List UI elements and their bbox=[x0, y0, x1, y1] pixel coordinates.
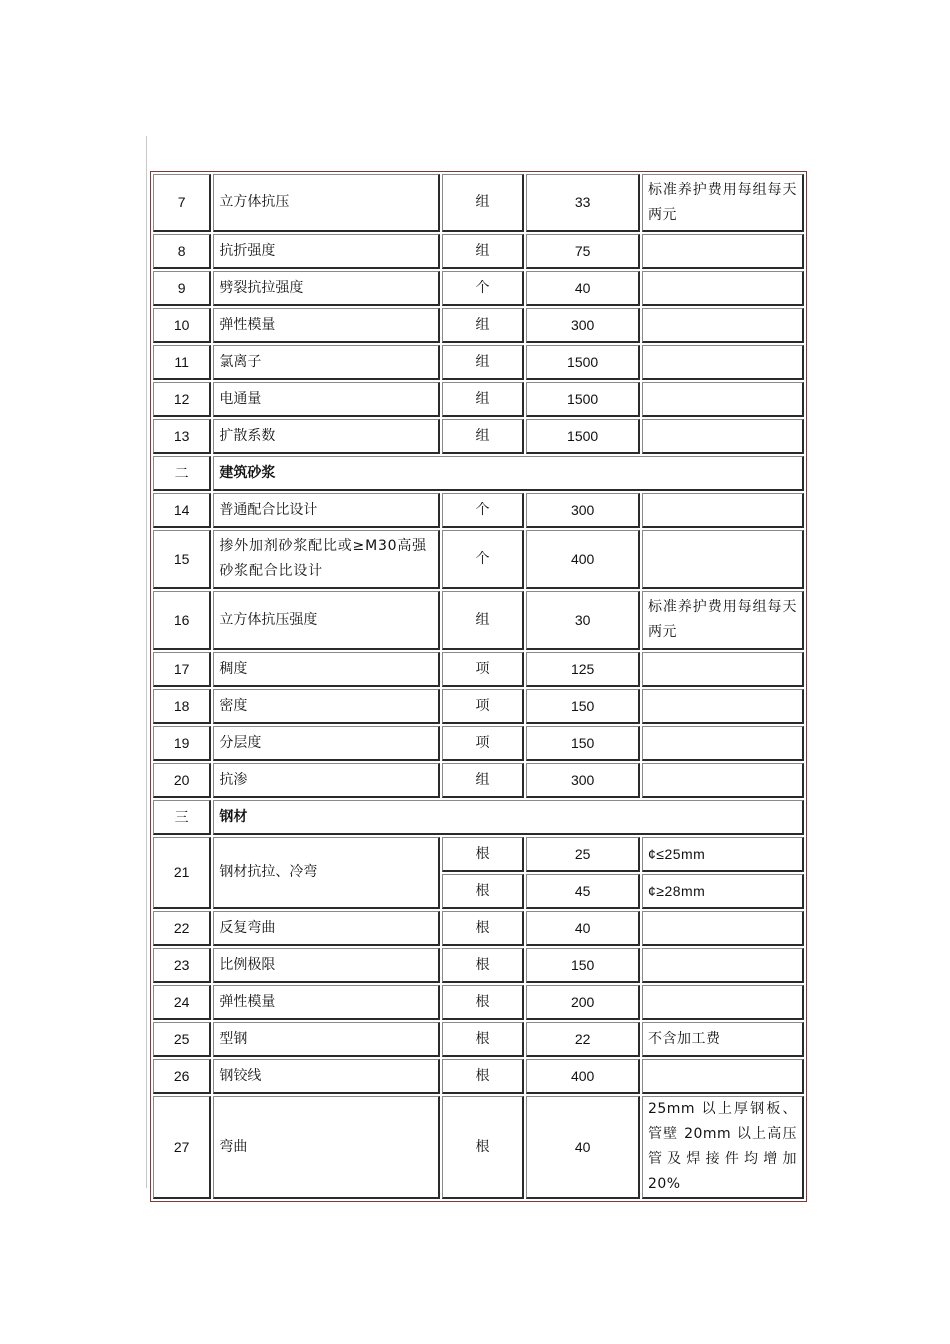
remark bbox=[642, 271, 804, 306]
price: 300 bbox=[526, 493, 640, 528]
price: 150 bbox=[526, 689, 640, 724]
test-item: 弹性模量 bbox=[213, 308, 439, 343]
row-number: 18 bbox=[153, 689, 211, 724]
test-item: 稠度 bbox=[213, 652, 439, 687]
test-item: 劈裂抗拉强度 bbox=[213, 271, 439, 306]
table-row bbox=[153, 1059, 804, 1094]
remark bbox=[642, 493, 804, 528]
remark bbox=[642, 763, 804, 798]
price: 200 bbox=[526, 985, 640, 1020]
test-item: 扩散系数 bbox=[213, 419, 439, 454]
price: 75 bbox=[526, 234, 640, 269]
unit: 组 bbox=[442, 419, 525, 454]
price: 30 bbox=[526, 591, 640, 650]
remark: 标准养护费用每组每天两元 bbox=[642, 174, 804, 232]
unit: 个 bbox=[442, 493, 525, 528]
table-row bbox=[153, 652, 804, 687]
price: 1500 bbox=[526, 345, 640, 380]
remark: ¢≥28mm bbox=[642, 874, 804, 909]
row-number: 16 bbox=[153, 591, 211, 650]
price: 45 bbox=[526, 874, 640, 909]
remark bbox=[642, 911, 804, 946]
test-item: 氯离子 bbox=[213, 345, 439, 380]
unit: 根 bbox=[442, 1059, 525, 1094]
table-row bbox=[153, 1022, 804, 1057]
unit: 根 bbox=[442, 948, 525, 983]
test-item: 普通配合比设计 bbox=[213, 493, 439, 528]
unit: 组 bbox=[442, 345, 525, 380]
unit: 根 bbox=[442, 911, 525, 946]
row-number: 27 bbox=[153, 1096, 211, 1199]
price: 300 bbox=[526, 308, 640, 343]
row-number: 25 bbox=[153, 1022, 211, 1057]
price: 40 bbox=[526, 271, 640, 306]
remark: 不含加工费 bbox=[642, 1022, 804, 1057]
test-item: 反复弯曲 bbox=[213, 911, 439, 946]
test-item: 立方体抗压强度 bbox=[213, 591, 439, 650]
test-item: 比例极限 bbox=[213, 948, 439, 983]
unit: 个 bbox=[442, 530, 525, 589]
remark bbox=[642, 948, 804, 983]
unit: 根 bbox=[442, 1096, 525, 1199]
price: 22 bbox=[526, 1022, 640, 1057]
table-row bbox=[153, 726, 804, 761]
table-row bbox=[153, 234, 804, 269]
table-row bbox=[153, 763, 804, 798]
unit: 组 bbox=[442, 382, 525, 417]
test-item: 掺外加剂砂浆配比或≥M30高强砂浆配合比设计 bbox=[213, 530, 439, 589]
section-number: 二 bbox=[153, 456, 211, 491]
section-title: 钢材 bbox=[213, 800, 804, 835]
test-item: 分层度 bbox=[213, 726, 439, 761]
remark: 标准养护费用每组每天两元 bbox=[642, 591, 804, 650]
price: 1500 bbox=[526, 382, 640, 417]
price: 300 bbox=[526, 763, 640, 798]
section-number: 三 bbox=[153, 800, 211, 835]
price: 40 bbox=[526, 1096, 640, 1199]
page-margin-line bbox=[146, 136, 147, 1188]
test-item: 钢铰线 bbox=[213, 1059, 439, 1094]
table-row bbox=[153, 591, 804, 650]
remark: 25mm 以上厚钢板、管壁 20mm 以上高压管及焊接件均增加 20% bbox=[642, 1096, 804, 1199]
test-item: 密度 bbox=[213, 689, 439, 724]
remark bbox=[642, 985, 804, 1020]
unit: 根 bbox=[442, 874, 525, 909]
table-row bbox=[153, 1096, 804, 1199]
row-number: 26 bbox=[153, 1059, 211, 1094]
row-number: 12 bbox=[153, 382, 211, 417]
row-number: 14 bbox=[153, 493, 211, 528]
test-item: 弹性模量 bbox=[213, 985, 439, 1020]
price: 33 bbox=[526, 174, 640, 232]
remark bbox=[642, 345, 804, 380]
price: 150 bbox=[526, 726, 640, 761]
remark bbox=[642, 234, 804, 269]
unit: 项 bbox=[442, 652, 525, 687]
unit: 项 bbox=[442, 689, 525, 724]
remark bbox=[642, 382, 804, 417]
remark bbox=[642, 1059, 804, 1094]
test-item: 弯曲 bbox=[213, 1096, 439, 1199]
remark bbox=[642, 726, 804, 761]
unit: 根 bbox=[442, 985, 525, 1020]
row-number: 20 bbox=[153, 763, 211, 798]
unit: 个 bbox=[442, 271, 525, 306]
table-row bbox=[153, 837, 804, 872]
table-row bbox=[153, 382, 804, 417]
table-row bbox=[153, 345, 804, 380]
price-table bbox=[150, 171, 807, 1202]
unit: 组 bbox=[442, 763, 525, 798]
row-number: 21 bbox=[153, 837, 211, 909]
test-item: 钢材抗拉、冷弯 bbox=[213, 837, 439, 909]
table-row bbox=[153, 948, 804, 983]
row-number: 19 bbox=[153, 726, 211, 761]
remark bbox=[642, 689, 804, 724]
price: 1500 bbox=[526, 419, 640, 454]
section-title: 建筑砂浆 bbox=[213, 456, 804, 491]
unit: 根 bbox=[442, 1022, 525, 1057]
row-number: 10 bbox=[153, 308, 211, 343]
unit: 项 bbox=[442, 726, 525, 761]
row-number: 22 bbox=[153, 911, 211, 946]
price: 125 bbox=[526, 652, 640, 687]
row-number: 8 bbox=[153, 234, 211, 269]
table-row bbox=[153, 271, 804, 306]
row-number: 24 bbox=[153, 985, 211, 1020]
test-item: 抗折强度 bbox=[213, 234, 439, 269]
unit: 组 bbox=[442, 591, 525, 650]
remark bbox=[642, 652, 804, 687]
table-row bbox=[153, 911, 804, 946]
row-number: 15 bbox=[153, 530, 211, 589]
table-row bbox=[153, 530, 804, 589]
test-item: 型钢 bbox=[213, 1022, 439, 1057]
table-row bbox=[153, 174, 804, 232]
row-number: 7 bbox=[153, 174, 211, 232]
section-row bbox=[153, 800, 804, 835]
row-number: 11 bbox=[153, 345, 211, 380]
table-row bbox=[153, 419, 804, 454]
test-item: 立方体抗压 bbox=[213, 174, 439, 232]
price: 150 bbox=[526, 948, 640, 983]
price: 40 bbox=[526, 911, 640, 946]
table-row bbox=[153, 689, 804, 724]
row-number: 13 bbox=[153, 419, 211, 454]
section-row bbox=[153, 456, 804, 491]
row-number: 23 bbox=[153, 948, 211, 983]
price: 25 bbox=[526, 837, 640, 872]
test-item: 抗渗 bbox=[213, 763, 439, 798]
unit: 组 bbox=[442, 308, 525, 343]
remark: ¢≤25mm bbox=[642, 837, 804, 872]
remark bbox=[642, 308, 804, 343]
price: 400 bbox=[526, 1059, 640, 1094]
unit: 根 bbox=[442, 837, 525, 872]
row-number: 9 bbox=[153, 271, 211, 306]
price: 400 bbox=[526, 530, 640, 589]
remark bbox=[642, 530, 804, 589]
table-row bbox=[153, 493, 804, 528]
row-number: 17 bbox=[153, 652, 211, 687]
table-row bbox=[153, 308, 804, 343]
test-item: 电通量 bbox=[213, 382, 439, 417]
remark bbox=[642, 419, 804, 454]
table-row bbox=[153, 985, 804, 1020]
unit: 组 bbox=[442, 234, 525, 269]
unit: 组 bbox=[442, 174, 525, 232]
